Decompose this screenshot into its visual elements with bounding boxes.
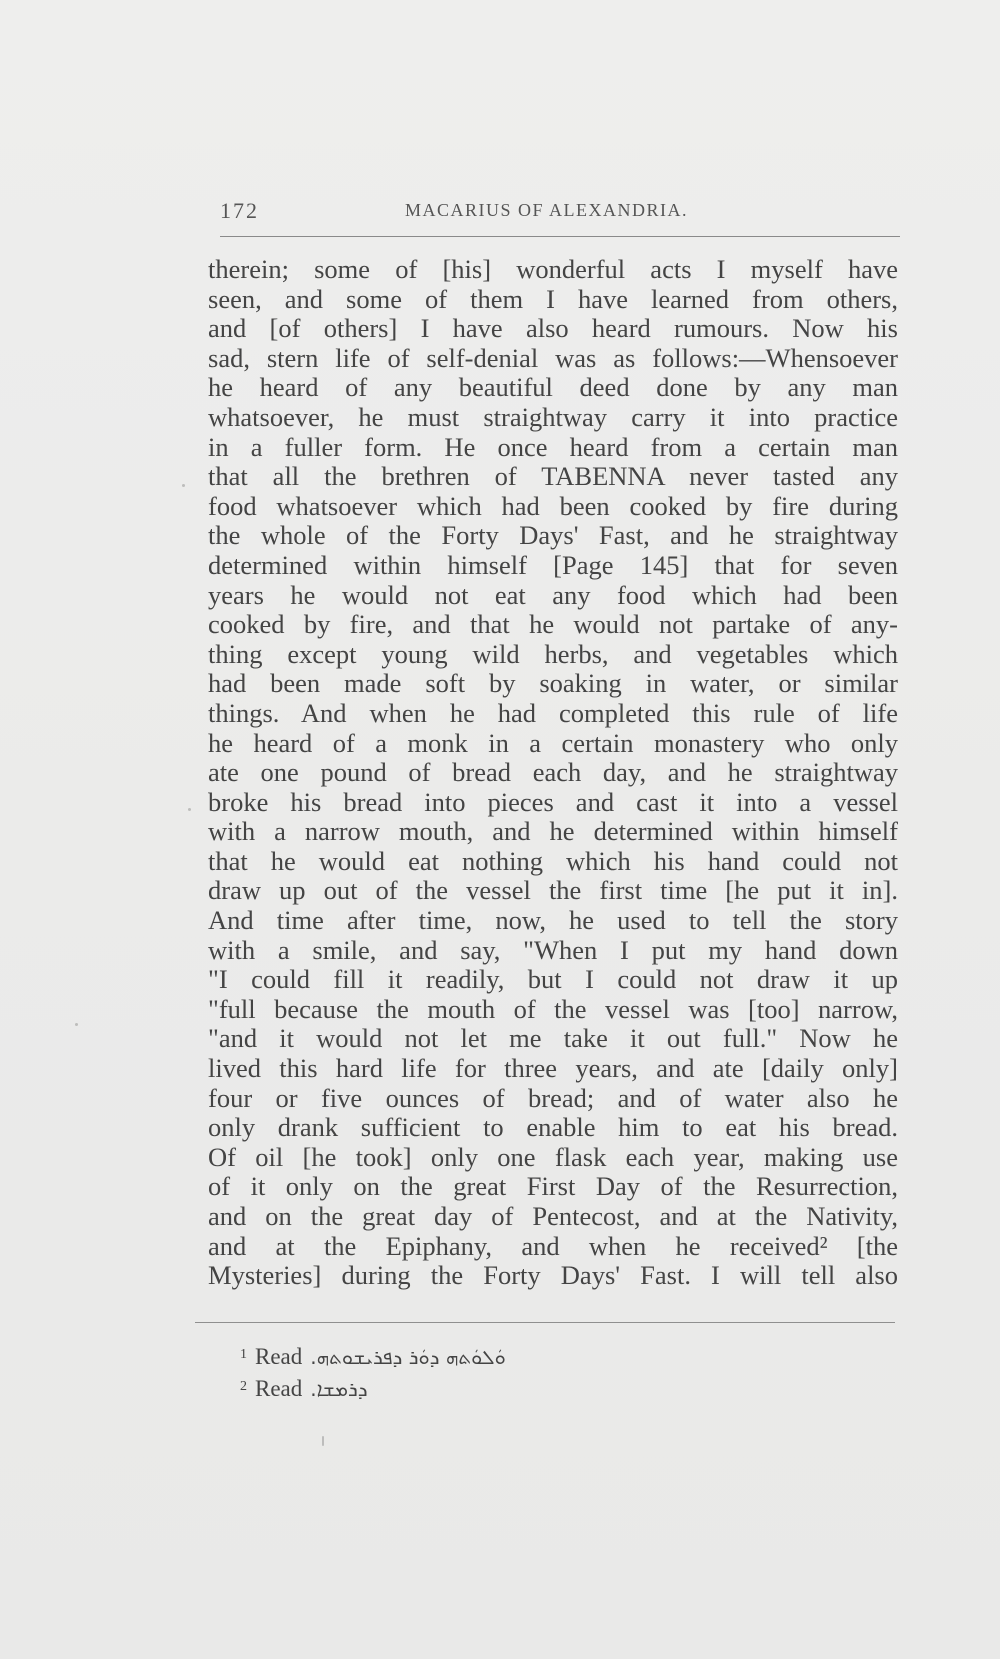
text-line: draw up out of the vessel the first time [he put it in]. (208, 875, 898, 906)
footnotes (240, 1340, 740, 1404)
text-line: and at the Epiphany, and when he received² [the (208, 1230, 898, 1261)
paper-speck (188, 808, 191, 811)
text-line: seen, and some of them I have learned from others, (208, 283, 898, 314)
footnote-1 (240, 1340, 740, 1372)
text-line: ate one pound of bread each day, and he straightway (208, 757, 898, 788)
paper-speck (182, 484, 185, 487)
text-line: lived this hard life for three years, and ate [daily only] (208, 1053, 898, 1084)
text-line: with a narrow mouth, and he determined within himself (208, 816, 898, 847)
text-line: and [of others] I have also heard rumours. Now his (208, 313, 898, 344)
text-line: sad, stern life of self-denial was as follows:—Whensoever (208, 342, 898, 373)
text-line: he heard of a monk in a certain monastery who only (208, 727, 898, 758)
footnote-2 (240, 1372, 740, 1404)
footnote-mark: 1 (240, 1347, 247, 1362)
footnote-mark: 2 (240, 1379, 247, 1394)
text-line: food whatsoever which had been cooked by fire during (208, 490, 898, 521)
text-line: determined within himself [Page 145] that for seven (208, 549, 898, 580)
text-line: the whole of the Forty Days' Fast, and he straightway (208, 520, 898, 551)
footnote-syriac: ܕܪܡܫܐ. (310, 1377, 368, 1401)
text-line: therein; some of [his] wonderful acts I myself have (208, 254, 898, 284)
text-line: four or five ounces of bread; and of water also he (208, 1082, 898, 1113)
text-line: that he would eat nothing which his hand could not (208, 845, 898, 876)
footnote-label: Read (255, 1344, 303, 1369)
page-number: 172 (220, 198, 259, 223)
body-text (208, 255, 898, 1291)
text-line: only drank sufficient to enable him to eat his bread. (208, 1112, 898, 1143)
text-line: "and it would not let me take it out full." Now he (208, 1023, 898, 1054)
text-line: with a smile, and say, "When I put my hand down (208, 934, 898, 965)
text-line: years he would not eat any food which had been (208, 579, 898, 610)
text-line: broke his bread into pieces and cast it into a vessel (208, 786, 898, 817)
text-line: Of oil [he took] only one flask each year, making use (208, 1141, 898, 1172)
text-line: that all the brethren of TABENNA never tasted any (208, 461, 898, 492)
text-line: And time after time, now, he used to tell the story (208, 905, 898, 936)
running-head: MACARIUS OF ALEXANDRIA. (405, 200, 689, 220)
paper-speck (75, 1023, 78, 1026)
text-line: cooked by fire, and that he would not partake of any- (208, 609, 898, 640)
text-line: things. And when he had completed this rule of life (208, 697, 898, 728)
text-line: "full because the mouth of the vessel was [too] narrow, (208, 993, 898, 1024)
paper-speck (322, 1436, 324, 1446)
header-rule (220, 236, 900, 237)
text-line: whatsoever, he must straightway carry it into practice (208, 401, 898, 432)
text-line: had been made soft by soaking in water, or similar (208, 668, 898, 699)
footnote-label: Read (255, 1376, 303, 1401)
footnote-syriac: ܘܿܠܘܿܬܗ ܕܘܿܪ ܕܦܪܝܫܘܬܗ. (310, 1345, 506, 1369)
text-line: in a fuller form. He once heard from a certain man (208, 431, 898, 462)
page-header (220, 198, 900, 232)
text-line: and on the great day of Pentecost, and at the Nativity, (208, 1201, 898, 1231)
text-line: of it only on the great First Day of the Resurrection, (208, 1171, 898, 1202)
footnote-rule (195, 1322, 895, 1323)
text-line: thing except young wild herbs, and vegetables which (208, 638, 898, 669)
text-line: he heard of any beautiful deed done by any man (208, 372, 898, 403)
text-line: Mysteries] during the Forty Days' Fast. I will tell also (208, 1260, 898, 1291)
text-line: "I could fill it readily, but I could not draw it up (208, 964, 898, 995)
